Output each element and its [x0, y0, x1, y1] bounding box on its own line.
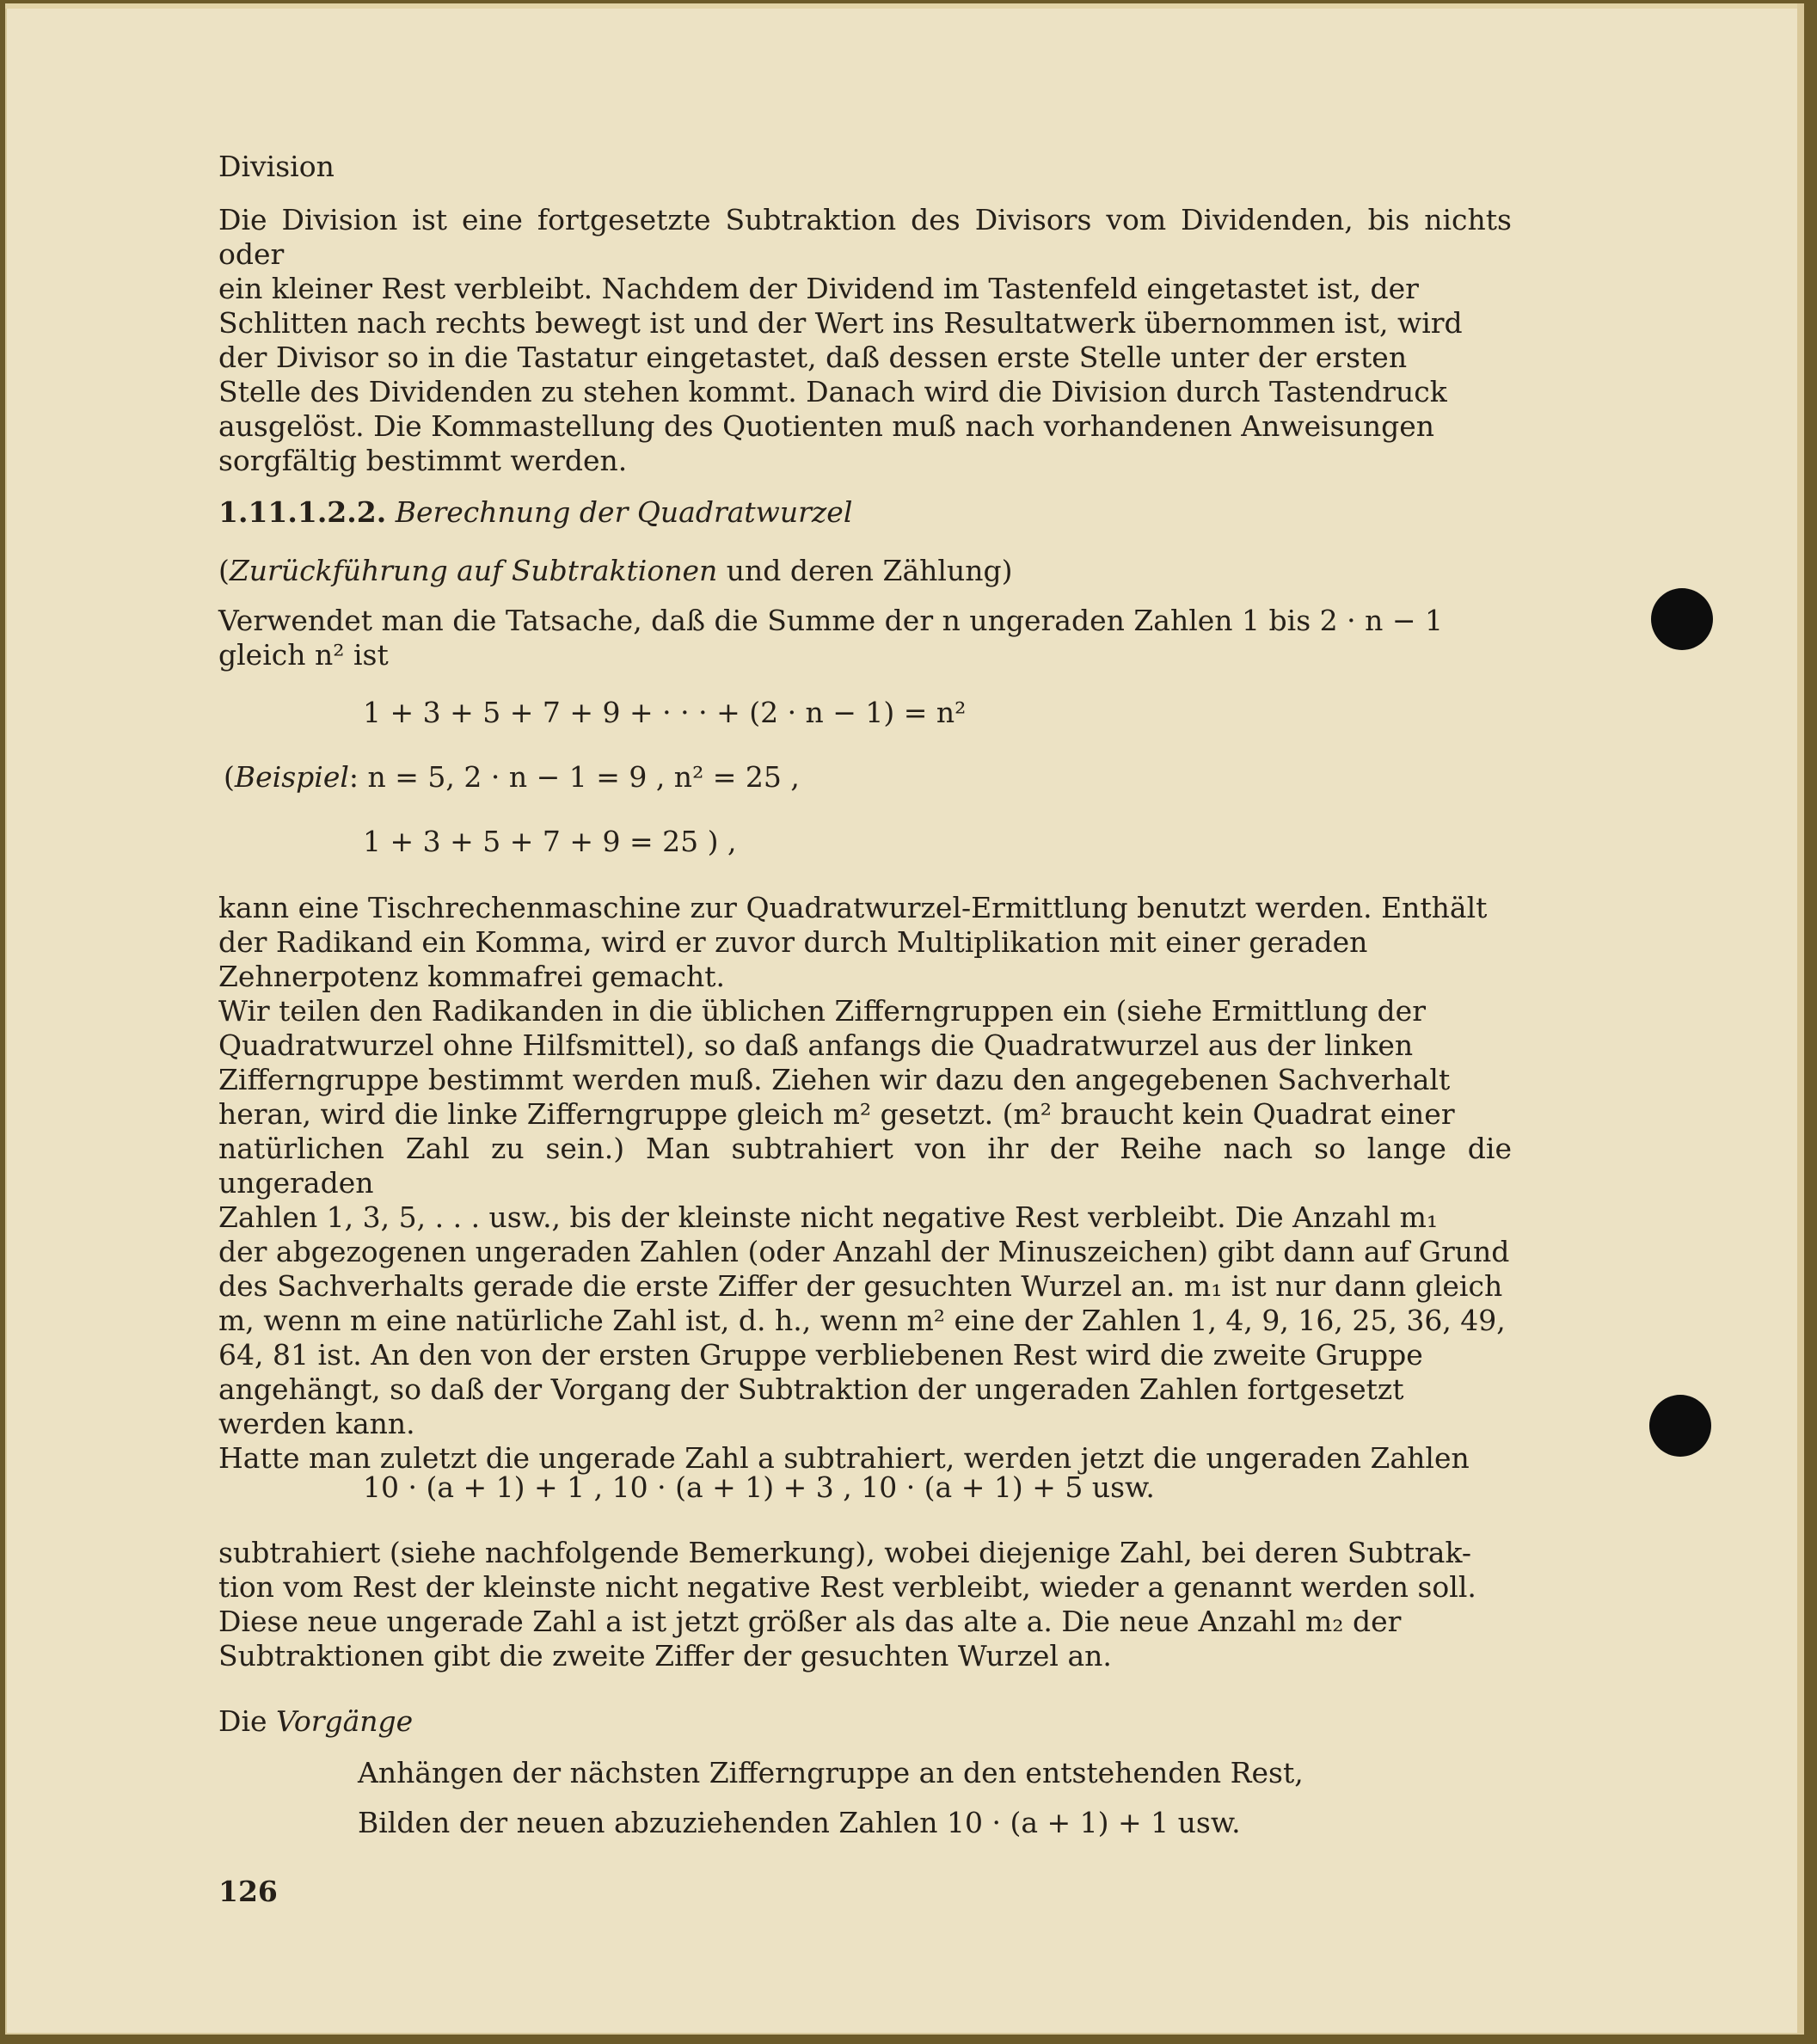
text-line: der Divisor so in die Tastatur eingetastet, daß dessen erste Stelle unter der ersten: [218, 341, 1408, 374]
intro-paragraph: [218, 604, 1512, 672]
text-line: kann eine Tischrechenmaschine zur Quadratwurzel-Ermittlung benutzt werden. Enthält: [218, 891, 1488, 924]
text-line: Stelle des Dividenden zu stehen kommt. Danach wird die Division durch Tastendruck: [218, 375, 1447, 408]
text-line: Zifferngruppe bestimmt werden muß. Ziehen wir dazu den angegebenen Sachverhalt: [218, 1063, 1451, 1096]
text-line: der abgezogenen ungeraden Zahlen (oder Anzahl der Minuszeichen) gibt dann auf Grund: [218, 1235, 1510, 1268]
text-line: Wir teilen den Radikanden in die üblichen Zifferngruppen ein (siehe Ermittlung der: [218, 994, 1426, 1028]
subtitle-italic: Zurückführung auf Subtraktionen: [229, 554, 718, 587]
text-line: Hatte man zuletzt die ungerade Zahl a subtrahiert, werden jetzt die ungeraden Zahlen: [218, 1441, 1470, 1475]
example-open-paren: (: [224, 760, 235, 794]
text-line: des Sachverhalts gerade die erste Ziffer der gesuchten Wurzel an. m₁ ist nur dann gleich: [218, 1269, 1503, 1303]
example-values: : n = 5, 2 · n − 1 = 9 , n² = 25 ,: [348, 760, 800, 794]
section-subtitle: [218, 554, 1512, 588]
page-right-edge: [1797, 3, 1804, 2035]
vorgaenge-label-italic: Vorgänge: [276, 1704, 414, 1738]
text-line: Zehnerpotenz kommafrei gemacht.: [218, 960, 725, 993]
text-line: Die Division ist eine fortgesetzte Subtraktion des Divisors vom Dividenden, bis nichts oder: [218, 203, 1512, 271]
body-paragraph-1: [218, 891, 1512, 1476]
punch-hole-upper: [1651, 588, 1713, 650]
text-line: 64, 81 ist. An den von der ersten Gruppe verbliebenen Rest wird die zweite Gruppe: [218, 1338, 1423, 1372]
text-line: natürlichen Zahl zu sein.) Man subtrahiert von ihr der Reihe nach so lange die ungeraden: [218, 1132, 1512, 1200]
formula-odd-sum: 1 + 3 + 5 + 7 + 9 + · · · + (2 · n − 1) = n²: [363, 696, 967, 729]
division-paragraph: [218, 203, 1512, 478]
page-sheet: [5, 3, 1804, 2035]
text-line: Schlitten nach rechts bewegt ist und der Wert ins Resultatwerk übernommen ist, wird: [218, 306, 1463, 340]
division-heading: Division: [218, 150, 335, 183]
subtitle-open-paren: (: [218, 554, 230, 587]
text-line: heran, wird die linke Zifferngruppe gleich m² gesetzt. (m² braucht kein Quadrat einer: [218, 1097, 1455, 1131]
vorgaenge-step-1: Anhängen der nächsten Zifferngruppe an den entstehenden Rest,: [358, 1756, 1304, 1789]
formula-example: [224, 760, 800, 795]
text-line: Diese neue ungerade Zahl a ist jetzt größer als das alte a. Die neue Anzahl m₂ der: [218, 1605, 1402, 1638]
text-line: Verwendet man die Tatsache, daß die Summe der n ungeraden Zahlen 1 bis 2 · n − 1: [218, 604, 1443, 637]
formula-example-sum: 1 + 3 + 5 + 7 + 9 = 25 ) ,: [363, 825, 737, 858]
text-line: m, wenn m eine natürliche Zahl ist, d. h., wenn m² eine der Zahlen 1, 4, 9, 16, 25, 36, 49,: [218, 1304, 1506, 1337]
vorgaenge-label-plain: Die: [218, 1704, 277, 1738]
punch-hole-lower: [1649, 1395, 1711, 1457]
section-number: 1.11.1.2.2.: [218, 495, 387, 529]
text-line: werden kann.: [218, 1407, 415, 1440]
section-heading: [218, 495, 1512, 530]
text-line: sorgfältig bestimmt werden.: [218, 444, 628, 477]
vorgaenge-step-2: Bilden der neuen abzuziehenden Zahlen 10 · (a + 1) + 1 usw.: [358, 1806, 1241, 1839]
example-label: Beispiel: [234, 760, 349, 794]
text-line: Zahlen 1, 3, 5, . . . usw., bis der kleinste nicht negative Rest verbleibt. Die Anzahl m₁: [218, 1200, 1439, 1234]
vorgaenge-label: [218, 1704, 1512, 1739]
formula-odd-series: 10 · (a + 1) + 1 , 10 · (a + 1) + 3 , 10 · (a + 1) + 5 usw.: [363, 1470, 1155, 1504]
text-line: der Radikand ein Komma, wird er zuvor durch Multiplikation mit einer geraden: [218, 925, 1368, 959]
text-line: Quadratwurzel ohne Hilfsmittel), so daß anfangs die Quadratwurzel aus der linken: [218, 1028, 1414, 1062]
page-number: 126: [218, 1875, 278, 1908]
text-line: Subtraktionen gibt die zweite Ziffer der gesuchten Wurzel an.: [218, 1639, 1112, 1673]
text-line: ein kleiner Rest verbleibt. Nachdem der Dividend im Tastenfeld eingetastet ist, der: [218, 272, 1419, 305]
subtitle-rest: und deren Zählung): [717, 554, 1013, 587]
text-line: subtrahiert (siehe nachfolgende Bemerkung), wobei diejenige Zahl, bei deren Subtrak-: [218, 1536, 1472, 1569]
page-top-edge: [5, 3, 1804, 9]
text-line: tion vom Rest der kleinste nicht negative Rest verbleibt, wieder a genannt werden soll.: [218, 1570, 1476, 1604]
body-paragraph-2: [218, 1536, 1512, 1673]
text-line: angehängt, so daß der Vorgang der Subtraktion der ungeraden Zahlen fortgesetzt: [218, 1372, 1404, 1406]
text-line: ausgelöst. Die Kommastellung des Quotienten muß nach vorhandenen Anweisungen: [218, 409, 1435, 443]
text-line: gleich n² ist: [218, 638, 389, 672]
section-title: Berechnung der Quadratwurzel: [395, 495, 853, 529]
